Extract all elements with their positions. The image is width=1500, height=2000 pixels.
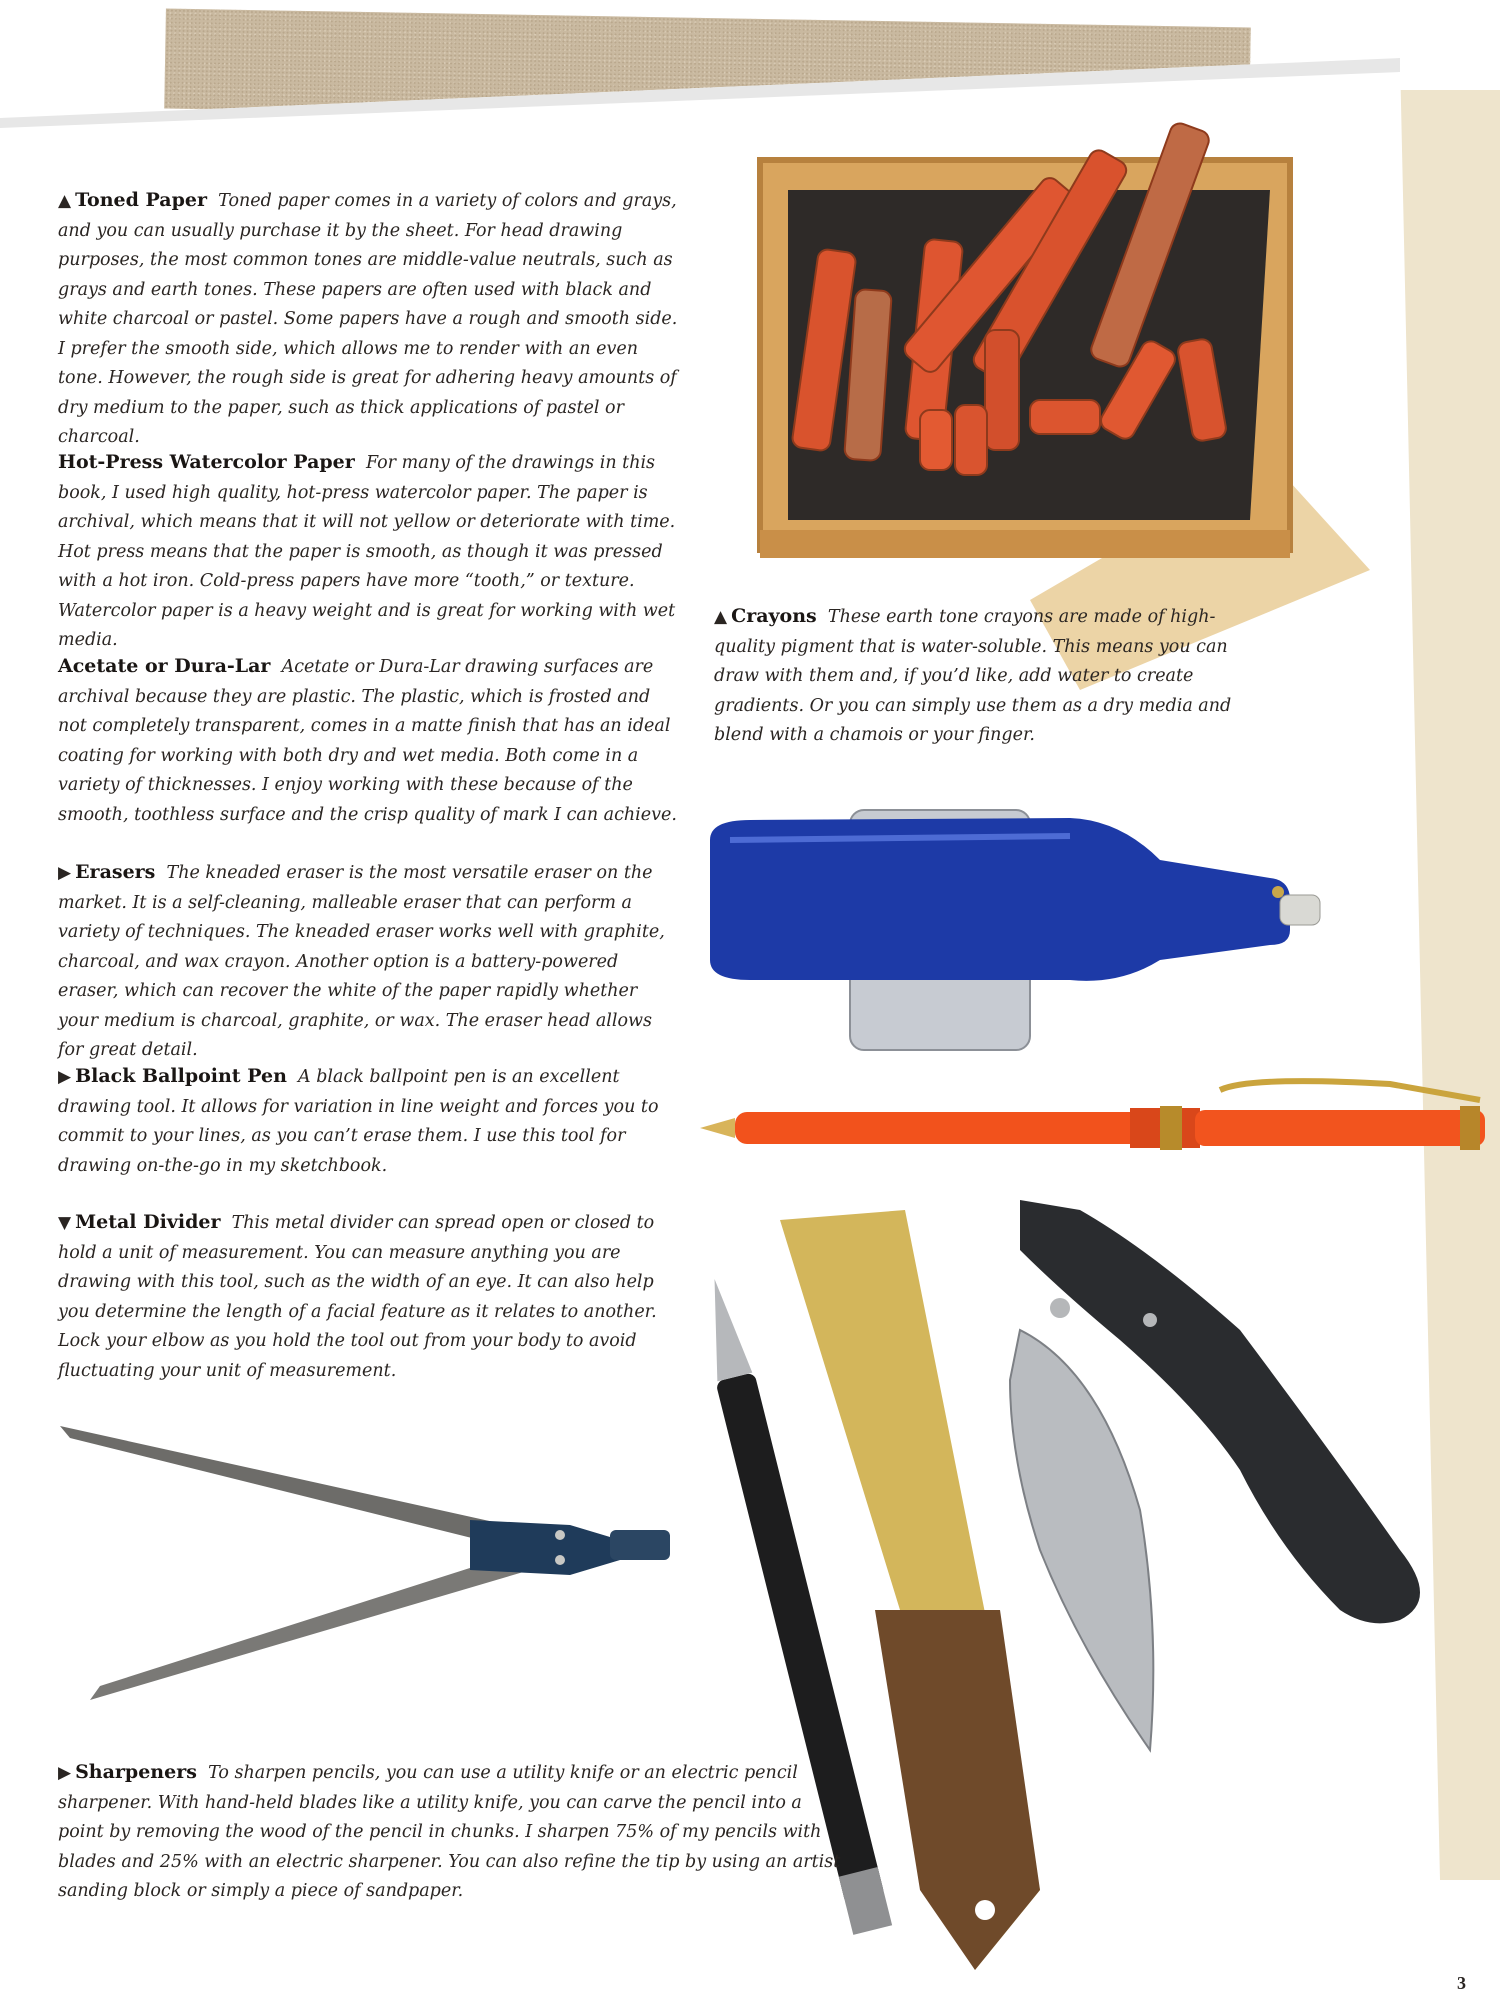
triangle-up-icon: ▲ (58, 191, 72, 211)
section-body: A black ballpoint pen is an excellent drawing tool. It allows for variation in line weight and forces you to commit to your lines, as you can’t erase them. I use this tool for drawing on-the-go in my sketchbook. (58, 1067, 659, 1176)
section-heading: Metal Divider (75, 1211, 221, 1233)
section-acetate (58, 652, 678, 830)
section-erasers (58, 858, 678, 1066)
section-body: To sharpen pencils, you can use a utility knife or an electric pencil sharpener. With hand-held blades like a utility knife, you can carve the pencil into a point by removing the wood of the pencil in chunks. I sharpen 75% of my pencils with blades and 25% with an electric sharpener. You can also refine the tip by using an artist sanding block or simply a piece of sandpaper. (58, 1763, 841, 1901)
metal-divider-image (50, 1380, 710, 1710)
section-hot-press (58, 448, 678, 656)
triangle-right-icon: ▶ (58, 1763, 72, 1783)
section-divider (58, 1208, 678, 1386)
section-heading: Hot-Press Watercolor Paper (58, 451, 355, 473)
section-body: The kneaded eraser is the most versatile eraser on the market. It is a self-cleaning, malleable eraser that can perform a variety of techniques. The kneaded eraser works well with graphite, charcoal, and wax crayon. Another option is a battery-powered eraser, which can recover the white of the paper rapidly whether your medium is charcoal, graphite, or wax. The eraser head allows for great detail. (58, 863, 665, 1060)
page-number: 3 (1457, 1973, 1466, 1993)
section-body: These earth tone crayons are made of high-quality pigment that is water-soluble. This means you can draw with them and, if you’d like, add water to create gradients. Or you can simply use them as a dry media and blend with a chamois or your finger. (714, 607, 1232, 745)
section-toned-paper (58, 186, 678, 453)
section-body: Toned paper comes in a variety of colors and grays, and you can usually purchase it by the sheet. For head drawing purposes, the most common tones are middle-value neutrals, such as grays and earth tones. These papers are often used with black and white charcoal or pastel. Some papers have a rough and smooth side. I prefer the smooth side, which allows me to render with an even tone. However, the rough side is great for adhering heavy amounts of dry medium to the paper, such as thick applications of pastel or charcoal. (58, 191, 678, 447)
section-sharpeners (58, 1758, 848, 1907)
triangle-right-icon: ▶ (58, 1067, 72, 1087)
triangle-right-icon: ▶ (58, 863, 72, 883)
section-heading: Black Ballpoint Pen (75, 1065, 287, 1087)
triangle-down-icon: ▼ (58, 1213, 72, 1233)
section-body: Acetate or Dura-Lar drawing surfaces are archival because they are plastic. The plastic, which is frosted and not completely transparent, comes in a matte finish that has an ideal coating for working with both dry and wet media. Both come in a variety of thicknesses. I enjoy working with these because of the smooth, toothless surface and the crisp quality of mark I can achieve. (58, 657, 677, 825)
section-heading: Erasers (75, 861, 156, 883)
section-heading: Crayons (731, 605, 817, 627)
section-ballpoint (58, 1062, 678, 1181)
ballpoint-pen-image (690, 1070, 1500, 1160)
triangle-up-icon: ▲ (714, 607, 728, 627)
section-body: This metal divider can spread open or closed to hold a unit of measurement. You can measure anything you are drawing with this tool, such as the width of an eye. It can also help you determine the length of a facial feature as it relates to another. Lock your elbow as you hold the tool out from your body to avoid fluctuating your unit of measurement. (58, 1213, 657, 1381)
section-body: For many of the drawings in this book, I used high quality, hot-press watercolor paper. The paper is archival, which means that it will not yellow or deteriorate with time. Hot press means that the paper is smooth, as though it was pressed with a hot iron. Cold-press papers have more “tooth,” or texture. Watercolor paper is a heavy weight and is great for working with wet media. (58, 453, 676, 650)
section-heading: Acetate or Dura-Lar (58, 655, 271, 677)
section-heading: Sharpeners (75, 1761, 197, 1783)
battery-eraser-image (690, 800, 1330, 1060)
section-crayons (714, 602, 1274, 751)
section-heading: Toned Paper (75, 189, 207, 211)
